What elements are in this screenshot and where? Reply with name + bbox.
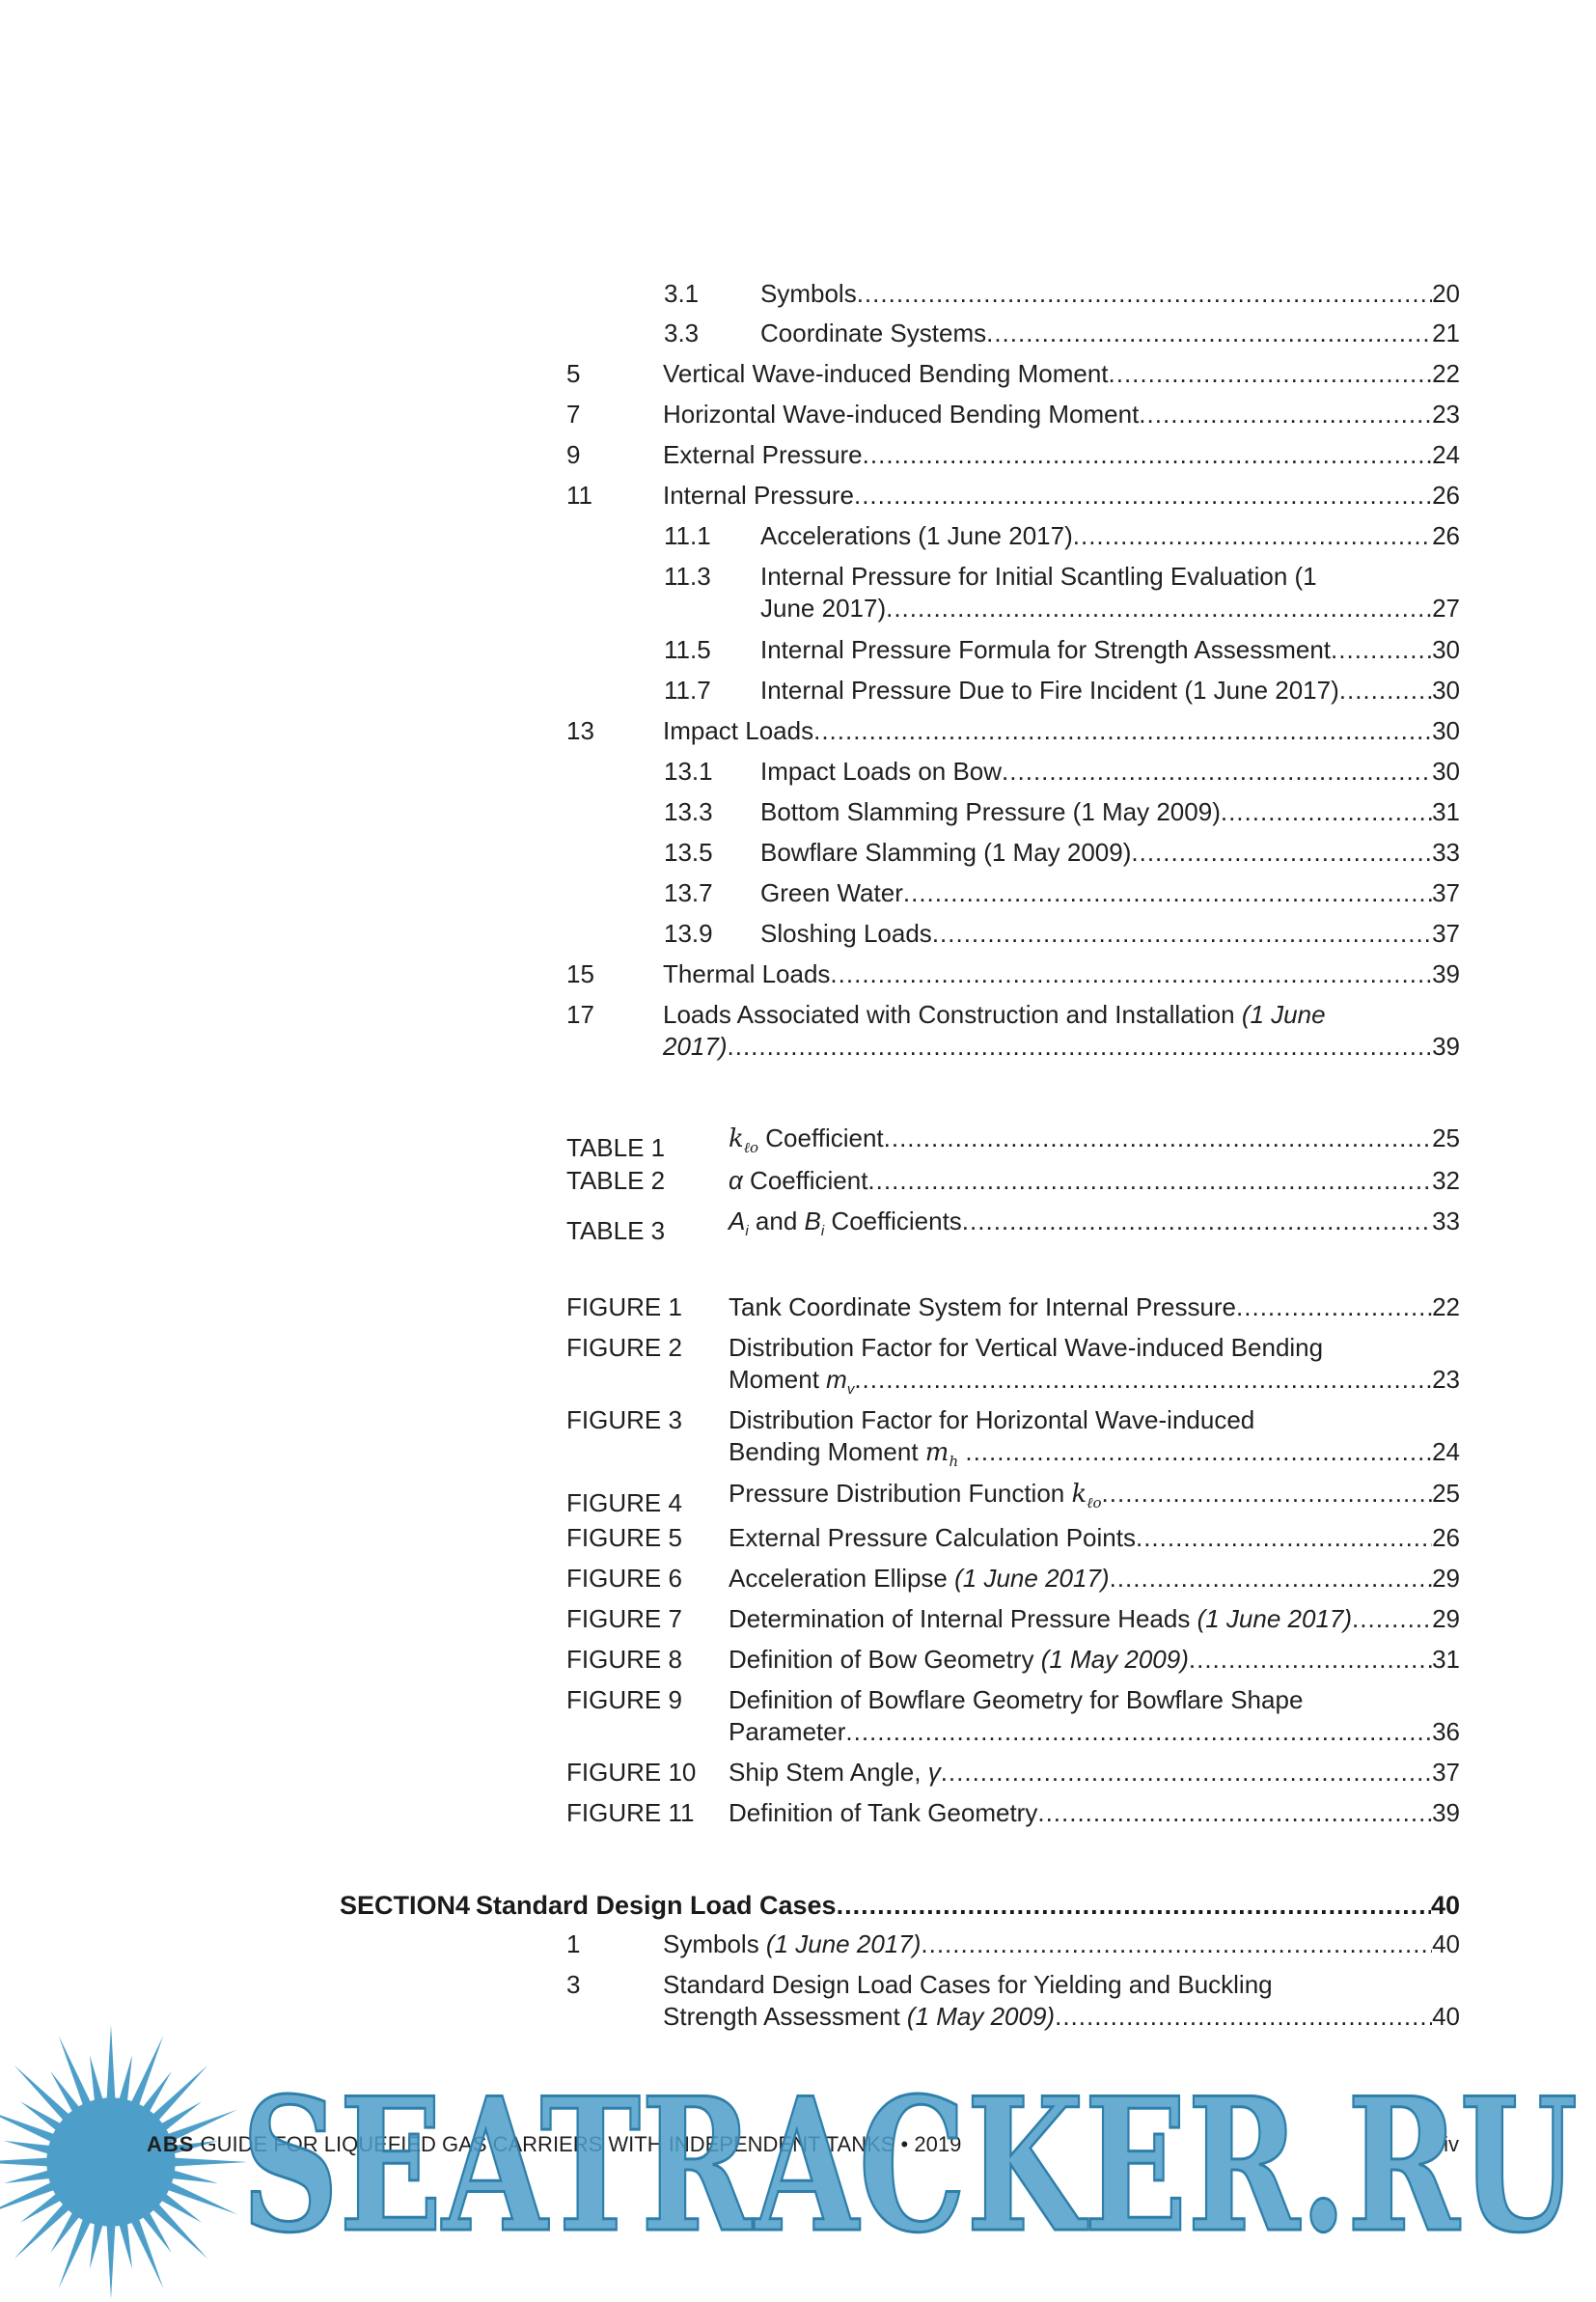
- toc-figure-2[interactable]: [566, 1332, 1460, 1405]
- page-number: 39: [1432, 1798, 1460, 1827]
- sun-ray: [170, 2170, 217, 2183]
- symbol-k: k: [1071, 1480, 1087, 1509]
- dot-leader: [837, 1890, 1431, 1922]
- section-title: Standard Design Load Cases: [475, 1891, 837, 1920]
- entry-number: 13: [566, 716, 594, 745]
- page-number: 33: [1432, 838, 1460, 867]
- sun-ray: [151, 2203, 208, 2260]
- page-number: 27: [1432, 594, 1460, 623]
- entry-number: 13.1: [664, 757, 713, 786]
- toc-figure-4[interactable]: [566, 1478, 1460, 1519]
- dot-leader: [965, 1436, 1432, 1468]
- toc-figure-7[interactable]: [566, 1603, 1460, 1635]
- table-title: Coefficient: [742, 1166, 868, 1195]
- symbol-gamma: γ: [927, 1758, 941, 1787]
- dot-leader: [884, 1123, 1432, 1154]
- toc-entry-13-7[interactable]: [664, 877, 1460, 909]
- toc-entry-9[interactable]: [566, 439, 1460, 471]
- dot-leader: [1102, 1478, 1433, 1510]
- dot-leader: [1189, 1644, 1432, 1676]
- entry-number: 13.3: [664, 797, 713, 826]
- figure-title: Definition of Bow Geometry: [729, 1645, 1041, 1674]
- entry-title: Vertical Wave-induced Bending Moment: [663, 359, 1109, 388]
- figure-title: Determination of Internal Pressure Heads: [729, 1604, 1197, 1633]
- dot-leader: [863, 439, 1432, 471]
- entry-number: 11.7: [664, 676, 711, 705]
- sun-ray: [4, 2170, 51, 2183]
- entry-title: Impact Loads on Bow: [760, 757, 1003, 786]
- entry-title-line2: June 2017): [760, 594, 887, 623]
- page-number: 30: [1432, 635, 1460, 664]
- figure-label: FIGURE 8: [566, 1645, 682, 1674]
- symbol-subscript: i: [745, 1223, 749, 1240]
- entry-number: 13.7: [664, 878, 713, 907]
- figure-label: FIGURE 6: [566, 1564, 682, 1593]
- sun-ray: [173, 2158, 248, 2167]
- page-number: 36: [1432, 1717, 1460, 1746]
- dot-leader: [1037, 1797, 1432, 1829]
- symbol-m: m: [826, 1365, 847, 1394]
- dot-leader: [1110, 1563, 1433, 1595]
- toc-figure-8[interactable]: [566, 1644, 1460, 1676]
- watermark-label: SEATRACKER.RU: [241, 2066, 1578, 2259]
- dot-leader: [1221, 796, 1432, 828]
- toc-entry-11-5[interactable]: [664, 634, 1460, 666]
- sun-ray: [130, 2036, 163, 2107]
- entry-title-line1: Internal Pressure for Initial Scantling Evaluation (1: [760, 562, 1317, 591]
- entry-title: Green Water: [760, 878, 903, 907]
- entry-title: Internal Pressure Due to Fire Incident (1 June 2017): [760, 676, 1339, 705]
- dot-leader: [986, 318, 1432, 349]
- toc-entry-s4-1[interactable]: [566, 1928, 1460, 1960]
- entry-title: Accelerations (1 June 2017): [760, 521, 1073, 550]
- entry-number: 3: [566, 1970, 581, 1999]
- dot-leader: [1136, 1522, 1432, 1554]
- page-number: 24: [1432, 440, 1460, 469]
- toc-entry-7[interactable]: [566, 399, 1460, 430]
- toc-entry-13-5[interactable]: [664, 837, 1460, 869]
- entry-title-line1: Loads Associated with Construction and Installation: [663, 1000, 1242, 1029]
- table-title: Coefficient: [758, 1123, 884, 1152]
- page-number: 32: [1432, 1166, 1460, 1195]
- entry-number: 11.5: [664, 635, 711, 664]
- figure-title-date: (1 June 2017): [1197, 1604, 1353, 1633]
- dot-leader: [854, 480, 1432, 512]
- abs-logo: ABS: [147, 2132, 195, 2156]
- toc-figure-5[interactable]: [566, 1522, 1460, 1554]
- toc-figure-10[interactable]: [566, 1757, 1460, 1789]
- sun-ray: [59, 2036, 92, 2107]
- figure-label: FIGURE 9: [566, 1685, 682, 1714]
- page-number: 26: [1432, 481, 1460, 510]
- symbol-a: A: [729, 1206, 746, 1235]
- entry-number: 17: [566, 1000, 594, 1029]
- toc-table-3[interactable]: [566, 1206, 1460, 1247]
- figure-title-line2: Moment: [729, 1365, 827, 1394]
- dot-leader: [867, 1165, 1432, 1197]
- dot-leader: [903, 877, 1432, 909]
- figure-label: FIGURE 4: [566, 1488, 682, 1518]
- figure-title-line1: Definition of Bowflare Geometry for Bowflare Shape: [729, 1685, 1304, 1714]
- entry-title-line2: Strength Assessment: [663, 2002, 907, 2031]
- dot-leader: [1002, 756, 1432, 788]
- symbol-alpha: α: [729, 1166, 743, 1195]
- entry-number: 11: [566, 481, 592, 510]
- toc-entry-3-3[interactable]: [664, 318, 1460, 349]
- entry-number: 15: [566, 959, 594, 988]
- dot-leader: [941, 1757, 1432, 1789]
- figure-label: FIGURE 10: [566, 1758, 697, 1787]
- toc-section-4[interactable]: [340, 1890, 1460, 1922]
- sun-ray: [107, 2224, 116, 2299]
- figure-title-line2: Parameter: [729, 1717, 846, 1746]
- footer-text: GUIDE FOR LIQUEFIED GAS CARRIERS WITH INDEPENDENT TANKS • 2019: [200, 2132, 962, 2156]
- page-number: 30: [1432, 676, 1460, 705]
- toc-table-1[interactable]: [566, 1123, 1460, 1164]
- toc-entry-13-1[interactable]: [664, 756, 1460, 788]
- figure-title: Acceleration Ellipse: [729, 1564, 955, 1593]
- sun-ray: [4, 2141, 51, 2154]
- page-number: 29: [1432, 1564, 1460, 1593]
- page-number: 29: [1432, 1604, 1460, 1633]
- entry-title: Internal Pressure: [663, 481, 854, 510]
- dot-leader: [728, 1031, 1433, 1063]
- dot-leader: [962, 1206, 1432, 1237]
- dot-leader: [1339, 675, 1432, 707]
- dot-leader: [1073, 520, 1432, 552]
- footer-page-number: iv: [1444, 2132, 1459, 2156]
- entry-title: Symbols: [760, 279, 857, 308]
- figure-title-line1: Distribution Factor for Vertical Wave-induced Bending: [729, 1333, 1324, 1362]
- symbol-k: k: [729, 1124, 744, 1153]
- page-number: 37: [1432, 919, 1460, 948]
- toc-entry-13-9[interactable]: [664, 918, 1460, 950]
- page-number: 24: [1432, 1437, 1460, 1466]
- page-number: 26: [1432, 521, 1460, 550]
- entry-title-line1: Standard Design Load Cases for Yielding and Buckling: [663, 1970, 1273, 1999]
- entry-title-date: (1 May 2009): [906, 2002, 1056, 2031]
- entry-number: 13.9: [664, 919, 713, 948]
- figure-title: Pressure Distribution Function: [729, 1479, 1072, 1508]
- watermark-sun-icon: [0, 2022, 251, 2302]
- dot-leader: [1139, 399, 1432, 430]
- page-number: 30: [1432, 716, 1460, 745]
- entry-number: 5: [566, 359, 581, 388]
- entry-number: 11.3: [664, 562, 711, 591]
- dot-leader: [813, 715, 1432, 747]
- entry-number: 13.5: [664, 838, 713, 867]
- toc-entry-15[interactable]: [566, 958, 1460, 990]
- figure-label: FIGURE 5: [566, 1523, 682, 1552]
- dot-leader: [1055, 2001, 1432, 2033]
- figure-label: FIGURE 1: [566, 1292, 682, 1321]
- toc-entry-11-3[interactable]: [664, 561, 1460, 624]
- dot-leader: [857, 278, 1432, 310]
- table-label: TABLE 3: [566, 1216, 666, 1246]
- toc-entry-11-1[interactable]: [664, 520, 1460, 552]
- table-label: TABLE 2: [566, 1166, 666, 1195]
- toc-table-2[interactable]: [566, 1165, 1460, 1197]
- page-number: 40: [1432, 2002, 1460, 2031]
- page-number: 37: [1432, 1758, 1460, 1787]
- dot-leader: [921, 1928, 1432, 1960]
- page-number: 30: [1432, 757, 1460, 786]
- figure-label: FIGURE 3: [566, 1405, 682, 1434]
- entry-number: 3.3: [664, 319, 700, 347]
- sun-ray: [0, 2181, 56, 2214]
- toc-entry-11-7[interactable]: [664, 675, 1460, 707]
- entry-title: Internal Pressure Formula for Strength Assessment: [760, 635, 1332, 664]
- symbol-subscript: i: [820, 1223, 825, 1240]
- entry-number: 7: [566, 400, 581, 429]
- sun-ray: [90, 2221, 103, 2268]
- page-number: 22: [1432, 1292, 1460, 1321]
- entry-number: 1: [566, 1929, 581, 1958]
- dot-leader: [830, 958, 1432, 990]
- entry-title: Sloshing Loads: [760, 919, 932, 948]
- dot-leader: [1236, 1291, 1432, 1323]
- figure-label: FIGURE 7: [566, 1604, 682, 1633]
- entry-title: Horizontal Wave-induced Bending Moment: [663, 400, 1140, 429]
- page-number: 40: [1430, 1891, 1460, 1920]
- page-number: 21: [1432, 319, 1460, 347]
- entry-title-date: (1 June 2017): [765, 1929, 922, 1958]
- figure-title-line1: Distribution Factor for Horizontal Wave-induced: [729, 1405, 1255, 1434]
- toc-entry-11[interactable]: [566, 480, 1460, 512]
- figure-title-date: (1 June 2017): [954, 1564, 1110, 1593]
- toc-entry-5[interactable]: [566, 358, 1460, 390]
- symbol-subscript: v: [846, 1381, 855, 1399]
- watermark-text: [241, 2066, 1582, 2259]
- figure-title: Tank Coordinate System for Internal Pressure: [729, 1292, 1237, 1321]
- entry-title: Thermal Loads: [663, 959, 831, 988]
- symbol-subscript: ℓo: [1087, 1494, 1102, 1512]
- entry-title: External Pressure: [663, 440, 863, 469]
- page-number: 23: [1432, 400, 1460, 429]
- page-number: 31: [1432, 1645, 1460, 1674]
- dot-leader: [1331, 634, 1432, 666]
- figure-title: Definition of Tank Geometry: [729, 1798, 1038, 1827]
- entry-title: Coordinate Systems: [760, 319, 987, 347]
- toc-entry-13-3[interactable]: [664, 796, 1460, 828]
- sun-ray: [0, 2158, 49, 2167]
- entry-number: 11.1: [664, 521, 711, 550]
- toc-figure-1[interactable]: [566, 1291, 1460, 1323]
- entry-title: Bottom Slamming Pressure (1 May 2009): [760, 797, 1221, 826]
- symbol-b: B: [804, 1206, 821, 1235]
- dot-leader: [1131, 837, 1432, 869]
- figure-title: Ship Stem Angle,: [729, 1758, 928, 1787]
- figure-title-date: (1 May 2009): [1040, 1645, 1189, 1674]
- table-title-mid: and: [748, 1206, 805, 1235]
- sun-ray: [130, 2217, 163, 2288]
- symbol-subscript: h: [949, 1453, 959, 1471]
- dot-leader: [845, 1716, 1432, 1748]
- table-title: Coefficients: [824, 1206, 962, 1235]
- sun-ray: [119, 2221, 132, 2268]
- section-number: 4: [455, 1891, 471, 1920]
- page-number: 33: [1432, 1206, 1460, 1235]
- toc-entry-17[interactable]: [566, 999, 1460, 1063]
- dot-leader: [1109, 358, 1433, 390]
- entry-title-date: (1 June: [1241, 1000, 1326, 1029]
- dot-leader: [1352, 1603, 1432, 1635]
- entry-number: 9: [566, 440, 581, 469]
- page-number: 31: [1432, 797, 1460, 826]
- symbol-m: m: [924, 1438, 949, 1467]
- toc-entry-3-1[interactable]: [664, 278, 1460, 310]
- section-label: SECTION: [340, 1891, 456, 1920]
- page-number: 25: [1432, 1123, 1460, 1152]
- sun-ray: [14, 2203, 71, 2260]
- sun-ray: [0, 2110, 56, 2143]
- sun-ray: [59, 2217, 92, 2288]
- entry-title: Impact Loads: [663, 716, 814, 745]
- page-number: 20: [1432, 279, 1460, 308]
- entry-title: Symbols: [663, 1929, 766, 1958]
- toc-entry-s4-3[interactable]: [566, 1969, 1460, 2033]
- dot-leader: [886, 593, 1432, 624]
- entry-title-line2: 2017): [663, 1032, 728, 1061]
- page-number: 23: [1432, 1365, 1460, 1394]
- figure-label: FIGURE 2: [566, 1333, 682, 1362]
- page-number: 25: [1432, 1479, 1460, 1508]
- toc-figure-3[interactable]: [566, 1404, 1460, 1478]
- page-number: 37: [1432, 878, 1460, 907]
- sun-ray: [119, 2055, 132, 2102]
- figure-title: External Pressure Calculation Points: [729, 1523, 1136, 1552]
- dot-leader: [932, 918, 1432, 950]
- entry-number: 3.1: [664, 279, 700, 308]
- page-number: 39: [1432, 959, 1460, 988]
- sun-ray: [151, 2066, 208, 2122]
- page-number: 22: [1432, 359, 1460, 388]
- page-number: 26: [1432, 1523, 1460, 1552]
- figure-label: FIGURE 11: [566, 1798, 695, 1827]
- page-number: 40: [1432, 1929, 1460, 1958]
- toc-figure-6[interactable]: [566, 1563, 1460, 1595]
- symbol-subscript: ℓo: [743, 1139, 759, 1157]
- table-label: TABLE 1: [566, 1133, 666, 1163]
- entry-title: Bowflare Slamming (1 May 2009): [760, 838, 1132, 867]
- dot-leader: [854, 1364, 1432, 1396]
- figure-title-line2: Bending Moment: [729, 1437, 925, 1466]
- page-number: 39: [1432, 1032, 1460, 1061]
- toc-figure-11[interactable]: [566, 1797, 1460, 1829]
- toc-entry-13[interactable]: [566, 715, 1460, 747]
- toc-figure-9[interactable]: [566, 1684, 1460, 1748]
- sun-ray: [90, 2055, 103, 2102]
- sun-ray: [166, 2181, 237, 2214]
- sun-ray: [107, 2025, 116, 2100]
- sun-ray: [14, 2066, 71, 2122]
